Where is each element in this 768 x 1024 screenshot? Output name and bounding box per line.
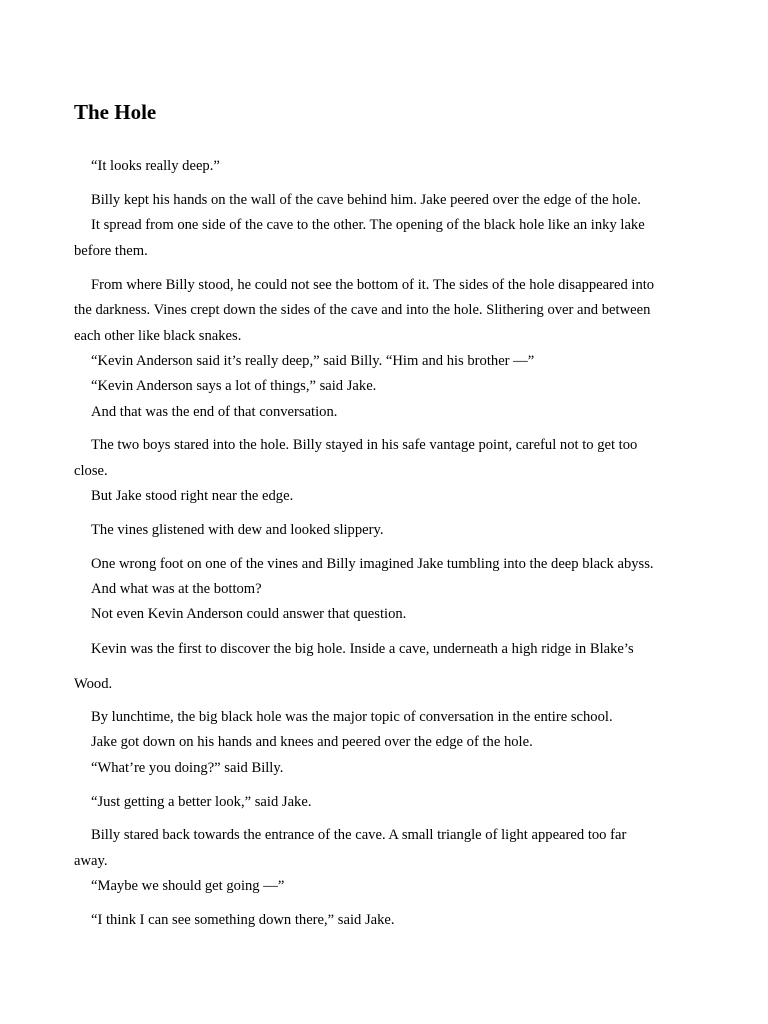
text-line: Kevin was the first to discover the big hole. Inside a cave, underneath a high ridge in Blake’s bbox=[91, 641, 634, 657]
text-line: Wood. bbox=[74, 676, 113, 692]
text-line: “Just getting a better look,” said Jake. bbox=[91, 794, 312, 810]
document-title: The Hole bbox=[74, 100, 157, 124]
text-line: Not even Kevin Anderson could answer that question. bbox=[91, 606, 407, 622]
text-line: “What’re you doing?” said Billy. bbox=[91, 760, 284, 776]
text-line: By lunchtime, the big black hole was the major topic of conversation in the entire school. bbox=[91, 709, 613, 725]
text-line: The vines glistened with dew and looked slippery. bbox=[91, 522, 384, 538]
text-line: From where Billy stood, he could not see the bottom of it. The sides of the hole disappeared into bbox=[91, 277, 655, 293]
text-line: “Kevin Anderson said it’s really deep,” said Billy. “Him and his brother —” bbox=[91, 353, 535, 369]
text-line: One wrong foot on one of the vines and Billy imagined Jake tumbling into the deep black abyss. bbox=[91, 556, 654, 572]
text-line: And what was at the bottom? bbox=[91, 581, 262, 597]
text-line: Billy kept his hands on the wall of the cave behind him. Jake peered over the edge of the hole. bbox=[91, 192, 641, 208]
text-line: “I think I can see something down there,” said Jake. bbox=[91, 912, 395, 928]
text-line: before them. bbox=[74, 243, 148, 259]
text-line: the darkness. Vines crept down the sides of the cave and into the hole. Slithering over and between bbox=[74, 302, 651, 318]
text-line: And that was the end of that conversation. bbox=[91, 404, 338, 420]
text-line: close. bbox=[74, 463, 108, 479]
text-line: “Maybe we should get going —” bbox=[91, 878, 285, 894]
text-line: “Kevin Anderson says a lot of things,” said Jake. bbox=[91, 378, 377, 394]
text-line: It spread from one side of the cave to the other. The opening of the black hole like an inky lake bbox=[91, 217, 645, 233]
text-line: Billy stared back towards the entrance of the cave. A small triangle of light appeared too far bbox=[91, 827, 627, 843]
text-line: each other like black snakes. bbox=[74, 328, 242, 344]
text-line: away. bbox=[74, 853, 108, 869]
text-line: But Jake stood right near the edge. bbox=[91, 488, 294, 504]
text-line: Jake got down on his hands and knees and peered over the edge of the hole. bbox=[91, 734, 533, 750]
text-line: The two boys stared into the hole. Billy stayed in his safe vantage point, careful not to get too bbox=[91, 437, 638, 453]
text-line: “It looks really deep.” bbox=[91, 158, 220, 174]
